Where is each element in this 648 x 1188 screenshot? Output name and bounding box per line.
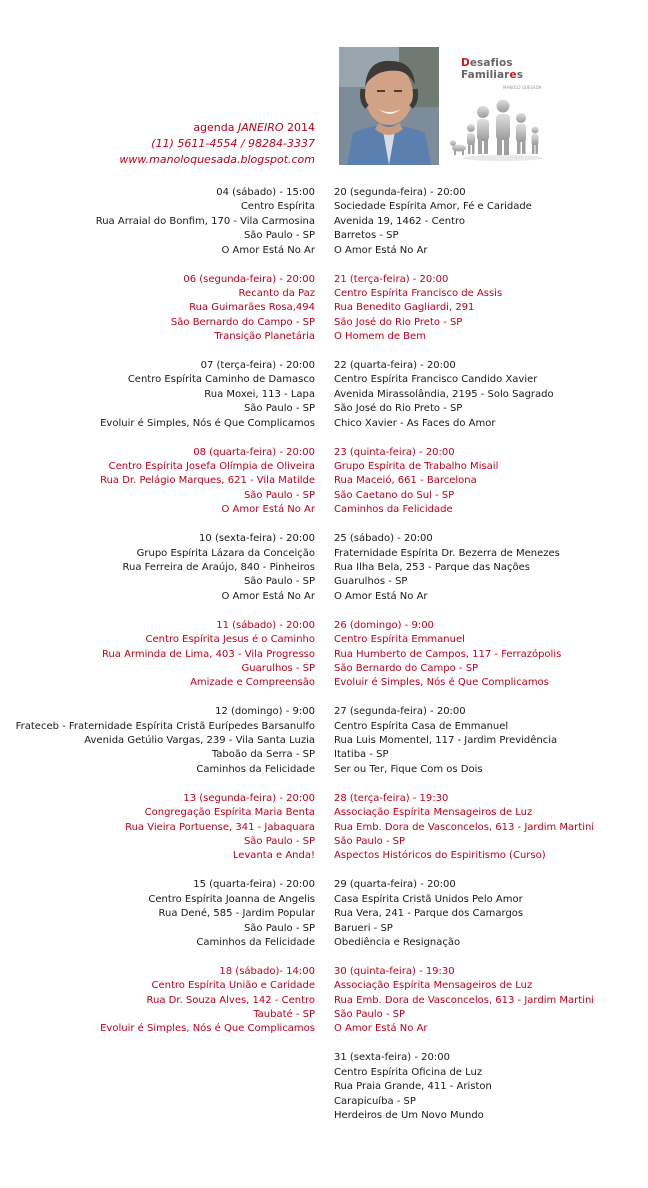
- event-address: Rua Moxei, 113 - Lapa: [204, 388, 315, 400]
- event-theme: O Amor Está No Ar: [334, 590, 428, 602]
- event-address: Rua Arminda de Lima, 403 - Vila Progresso: [101, 648, 315, 660]
- event-address: Rua Benedito Gagliardi, 291: [334, 302, 475, 314]
- event-venue: Centro Espírita Oficina de Luz: [334, 1066, 483, 1078]
- event-city: Carapicuíba - SP: [334, 1095, 416, 1107]
- website-link[interactable]: www.manoloquesada.blogspot.com: [119, 153, 315, 166]
- event-date: 22 (quarta-feira) - 20:00: [334, 360, 456, 372]
- event-date: 15 (quarta-feira) - 20:00: [193, 879, 315, 891]
- events-left-column: [16, 186, 315, 1037]
- agenda-title: agenda JANEIRO 2014: [193, 121, 315, 134]
- event-entry: [334, 532, 594, 604]
- event-city: São Paulo - SP: [243, 922, 315, 934]
- event-date: 21 (terça-feira) - 20:00: [334, 273, 449, 285]
- event-theme: Evoluir é Simples, Nós é Que Complicamos: [334, 677, 549, 689]
- desafios-familiares-logo: [443, 47, 553, 172]
- event-venue: Centro Espírita Francisco de Assis: [334, 287, 503, 299]
- logo-tagline: MANOLO QUESADA: [503, 85, 542, 90]
- event-theme: Evoluir é Simples, Nós é Que Complicamos: [100, 417, 315, 429]
- event-entry: [16, 186, 315, 258]
- event-address: Rua Dr. Souza Alves, 142 - Centro: [146, 994, 315, 1006]
- event-date: 13 (segunda-feira) - 20:00: [183, 792, 315, 804]
- event-theme: Amizade e Compreensão: [190, 677, 315, 689]
- event-address: Rua Emb. Dora de Vasconcelos, 613 - Jardim Martini: [334, 994, 595, 1006]
- event-date: 04 (sábado) - 15:00: [216, 187, 315, 198]
- event-address: Avenida Mirassolândia, 2195 - Solo Sagrado: [334, 388, 554, 400]
- event-city: São Paulo - SP: [243, 836, 315, 847]
- event-theme: Levanta e Anda!: [232, 850, 315, 862]
- event-venue: Centro Espírita Emmanuel: [334, 634, 465, 646]
- event-venue: Associação Espírita Mensageiros de Luz: [334, 980, 533, 992]
- event-date: 18 (sábado)- 14:00: [219, 965, 315, 977]
- events-right-column: [334, 186, 594, 1123]
- event-theme: Aspectos Históricos do Espiritismo (Curso): [334, 850, 546, 862]
- event-entry: [16, 359, 315, 431]
- event-city: Taboão da Serra - SP: [211, 749, 315, 761]
- event-address: Rua Vera, 241 - Parque dos Camargos: [334, 908, 524, 920]
- event-city: Guarulhos - SP: [241, 662, 315, 674]
- event-city: Itatiba - SP: [334, 749, 389, 761]
- event-address: Avenida 19, 1462 - Centro: [334, 215, 465, 227]
- event-date: 07 (terça-feira) - 20:00: [200, 360, 315, 372]
- event-venue: Centro Espírita Francisco Candido Xavier: [334, 374, 538, 386]
- event-address: Rua Maceió, 661 - Barcelona: [334, 475, 477, 487]
- event-city: Barretos - SP: [334, 230, 399, 242]
- event-venue: Centro Espírita Josefa Olímpia de Oliveira: [108, 461, 315, 473]
- event-date: 23 (quinta-feira) - 20:00: [334, 446, 455, 458]
- event-entry: [334, 273, 594, 345]
- event-venue: Centro Espírita Caminho de Damasco: [127, 374, 315, 386]
- event-venue: Recanto da Paz: [238, 287, 315, 299]
- event-venue: Casa Espírita Cristã Unidos Pelo Amor: [334, 893, 523, 905]
- event-date: 12 (domingo) - 9:00: [215, 706, 315, 718]
- event-theme: Caminhos da Felicidade: [196, 763, 315, 775]
- event-venue: Centro Espírita Joanna de Angelis: [148, 893, 315, 905]
- event-city: São Paulo - SP: [243, 230, 315, 242]
- event-entry: [334, 1051, 594, 1123]
- event-city: Taubaté - SP: [253, 1009, 315, 1021]
- event-venue: Frateceb - Fraternidade Espírita Cristã Eurípedes Barsanulfo: [15, 720, 315, 732]
- event-date: 27 (segunda-feira) - 20:00: [334, 706, 466, 718]
- event-date: 31 (sexta-feira) - 20:00: [334, 1052, 450, 1064]
- event-date: 06 (segunda-feira) - 20:00: [183, 273, 315, 285]
- event-city: São Bernardo do Campo - SP: [334, 662, 479, 674]
- event-address: Rua Praia Grande, 411 - Ariston: [334, 1081, 492, 1093]
- event-date: 08 (quarta-feira) - 20:00: [193, 446, 315, 458]
- event-entry: [16, 878, 315, 950]
- event-theme: Evoluir é Simples, Nós é Que Complicamos: [100, 1023, 315, 1035]
- event-entry: [334, 705, 594, 777]
- event-entry: [16, 705, 315, 777]
- event-theme: O Homem de Bem: [334, 331, 426, 343]
- event-date: 10 (sexta-feira) - 20:00: [199, 533, 315, 545]
- event-address: Rua Ilha Bela, 253 - Parque das Nações: [334, 561, 530, 573]
- event-address: Rua Guimarães Rosa,494: [189, 302, 315, 314]
- event-city: São Caetano do Sul - SP: [334, 489, 455, 501]
- event-address: Rua Emb. Dora de Vasconcelos, 613 - Jardim Martini: [334, 821, 595, 833]
- logo-word-familiares: Familiares: [461, 69, 524, 81]
- event-address: Rua Ferreira de Araújo, 840 - Pinheiros: [122, 561, 315, 573]
- portrait-photo: [339, 47, 439, 165]
- event-entry: [16, 965, 315, 1037]
- event-city: São José do Rio Preto - SP: [334, 403, 463, 415]
- event-venue: Fraternidade Espírita Dr. Bezerra de Menezes: [334, 547, 560, 559]
- event-address: Rua Vieira Portuense, 341 - Jabaquara: [125, 821, 315, 833]
- event-city: São Paulo - SP: [243, 489, 315, 501]
- event-venue: Grupo Espírita de Trabalho Misail: [334, 461, 499, 473]
- event-entry: [16, 273, 315, 345]
- event-address: Rua Dené, 585 - Jardim Popular: [158, 908, 315, 920]
- event-date: 30 (quinta-feira) - 19:30: [334, 965, 455, 977]
- event-theme: O Amor Está No Ar: [334, 244, 428, 256]
- event-theme: Caminhos da Felicidade: [334, 504, 453, 516]
- event-venue: Centro Espírita União e Caridade: [151, 980, 315, 992]
- event-city: Barueri - SP: [334, 922, 393, 934]
- event-city: São Bernardo do Campo - SP: [170, 316, 315, 328]
- event-date: 20 (segunda-feira) - 20:00: [334, 187, 466, 198]
- event-venue: Congregação Espírita Maria Benta: [144, 807, 315, 819]
- event-entry: [334, 878, 594, 950]
- event-theme: Obediência e Resignação: [334, 936, 461, 948]
- event-date: 11 (sábado) - 20:00: [216, 619, 315, 631]
- event-city: São Paulo - SP: [334, 836, 406, 847]
- event-entry: [16, 792, 315, 864]
- event-theme: Herdeiros de Um Novo Mundo: [334, 1110, 484, 1122]
- event-entry: [334, 619, 594, 691]
- event-entry: [16, 446, 315, 518]
- event-theme: O Amor Está No Ar: [221, 504, 315, 516]
- event-city: São Paulo - SP: [243, 576, 315, 588]
- event-city: São José do Rio Preto - SP: [334, 316, 463, 328]
- event-theme: Chico Xavier - As Faces do Amor: [334, 417, 496, 429]
- portrait-illustration: [339, 47, 439, 165]
- event-date: 25 (sábado) - 20:00: [334, 533, 433, 545]
- event-date: 26 (domingo) - 9:00: [334, 619, 434, 631]
- agenda-header: [119, 120, 315, 168]
- event-entry: [334, 965, 594, 1037]
- event-theme: O Amor Está No Ar: [221, 590, 315, 602]
- event-venue: Sociedade Espírita Amor, Fé e Caridade: [334, 201, 532, 213]
- event-city: Guarulhos - SP: [334, 576, 408, 588]
- event-venue: Grupo Espírita Lázara da Conceição: [136, 547, 315, 559]
- event-address: Rua Humberto de Campos, 117 - Ferrazópolis: [334, 648, 562, 660]
- event-theme: O Amor Está No Ar: [221, 244, 315, 256]
- phone-numbers: (11) 5611-4554 / 98284-3337: [151, 137, 315, 150]
- event-venue: Centro Espírita Casa de Emmanuel: [334, 720, 509, 732]
- event-city: São Paulo - SP: [243, 403, 315, 415]
- event-entry: [334, 359, 594, 431]
- event-entry: [16, 619, 315, 691]
- event-theme: O Amor Está No Ar: [334, 1023, 428, 1035]
- event-address: Rua Luis Momentel, 117 - Jardim Previdência: [334, 735, 558, 747]
- event-entry: [334, 446, 594, 518]
- event-theme: Caminhos da Felicidade: [196, 936, 315, 948]
- event-entry: [334, 186, 594, 258]
- event-entry: [16, 532, 315, 604]
- event-venue: Associação Espírita Mensageiros de Luz: [334, 807, 533, 819]
- event-theme: Ser ou Ter, Fique Com os Dois: [334, 763, 483, 775]
- event-date: 28 (terça-feira) - 19:30: [334, 792, 449, 804]
- event-city: São Paulo - SP: [334, 1009, 406, 1021]
- event-venue: Centro Espírita Jesus é o Caminho: [145, 634, 315, 646]
- family-figures-icon: [443, 92, 553, 172]
- event-address: Rua Dr. Pelágio Marques, 621 - Vila Matilde: [100, 475, 315, 487]
- event-date: 29 (quarta-feira) - 20:00: [334, 879, 456, 891]
- event-entry: [334, 792, 594, 864]
- logo-word-desafios: Desafios: [461, 57, 513, 69]
- event-address: Avenida Getúlio Vargas, 239 - Vila Santa Luzia: [84, 735, 315, 747]
- event-venue: Centro Espírita: [240, 201, 315, 213]
- event-theme: Transição Planetária: [214, 331, 315, 343]
- event-address: Rua Arraial do Bonfim, 170 - Vila Carmosina: [95, 215, 315, 227]
